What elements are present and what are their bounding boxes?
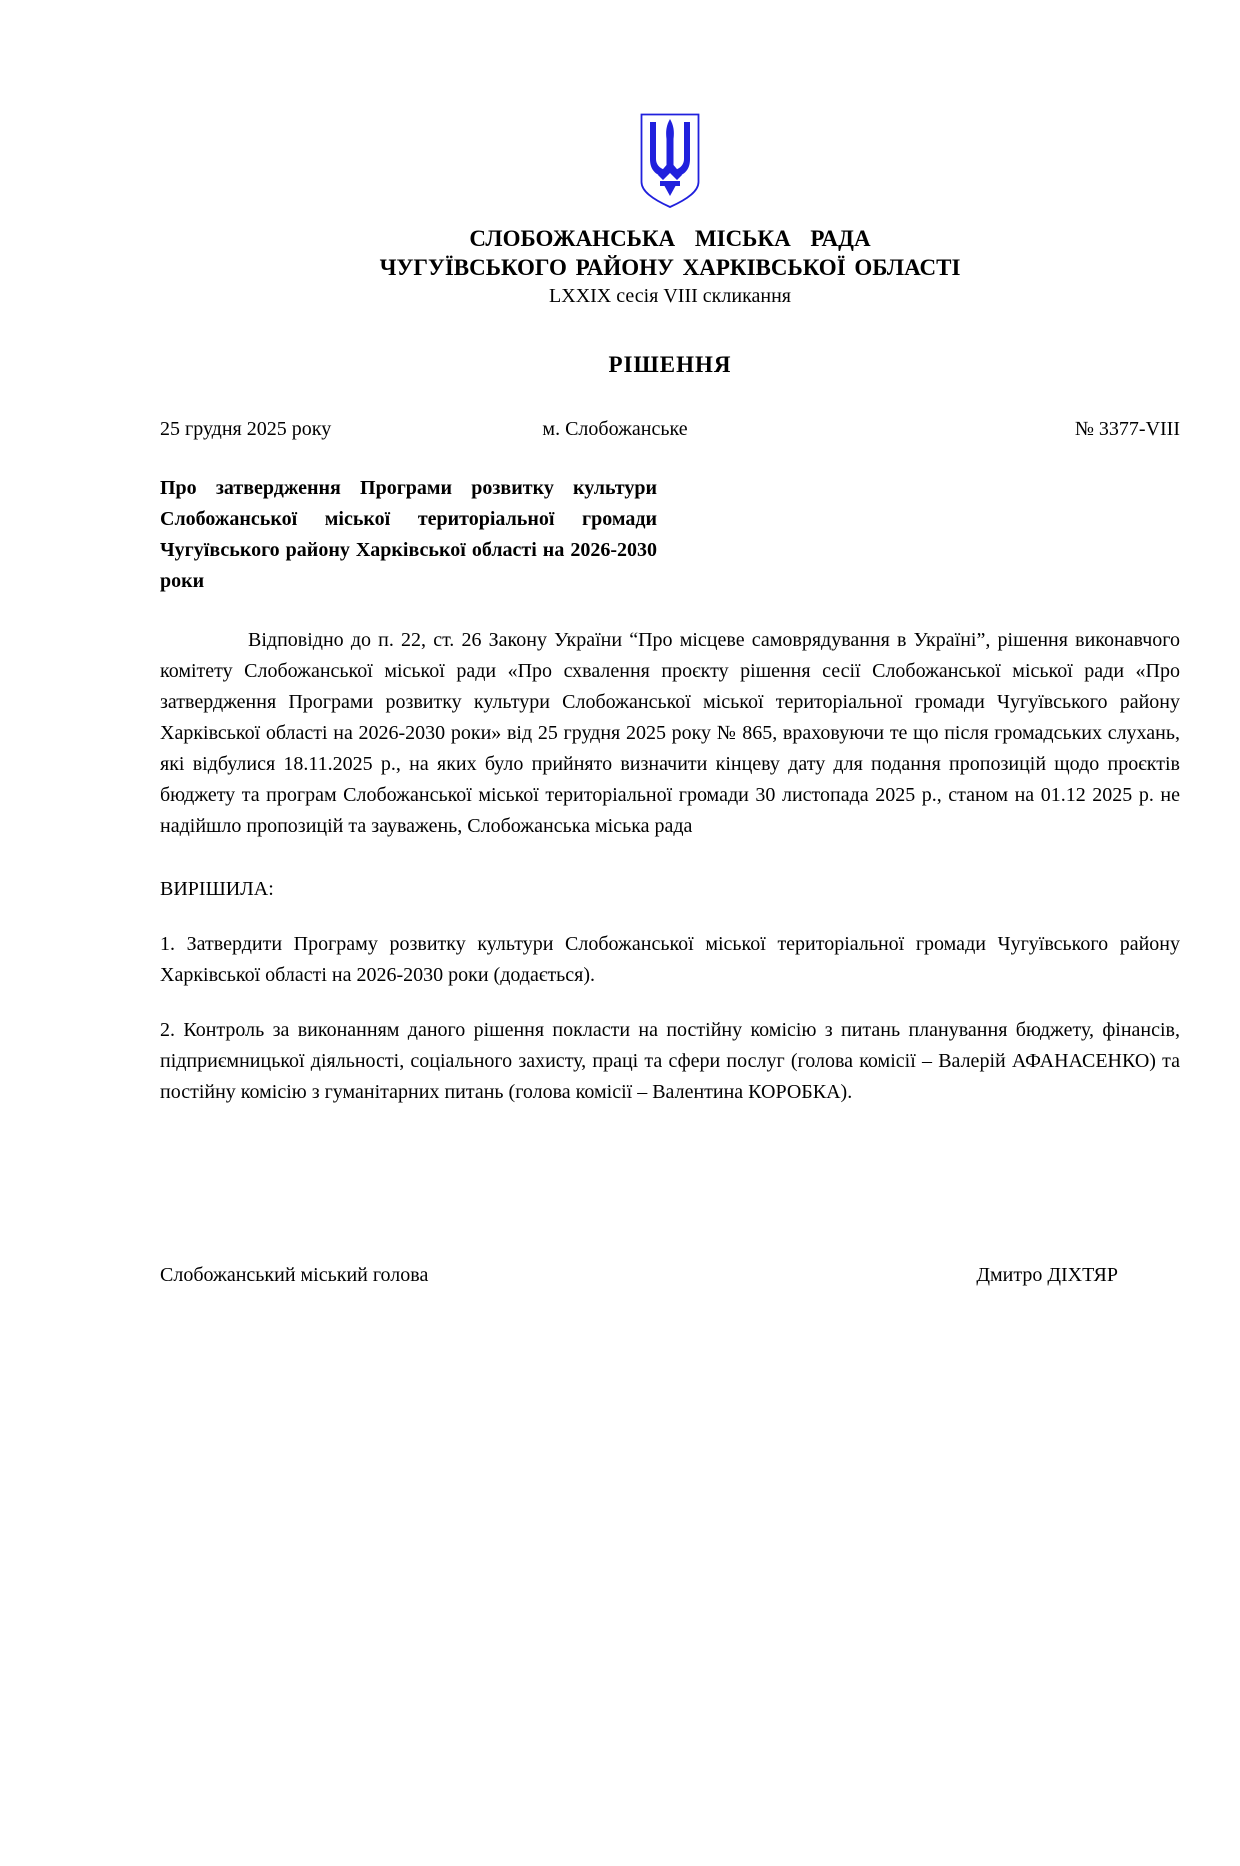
- signature-name: Дмитро ДІХТЯР: [976, 1264, 1118, 1286]
- decision-heading: РІШЕННЯ: [608, 352, 732, 377]
- document-page: [0, 112, 1240, 1866]
- resolution-item-2: 2. Контроль за виконанням даного рішення покласти на постійну комісію з питань планування бюджету, фінансів, підприємницької діяльності, соціального захисту, праці та сфери послуг (голова комісії – Валерій АФАНАСЕНКО) та постійну комісію з гуманітарних питань (голова комісії – Валентина КОРОБКА).: [160, 1019, 1180, 1103]
- trident-emblem-icon: [639, 112, 701, 210]
- signature-title: Слобожанський міський голова: [160, 1264, 429, 1286]
- document-content: [160, 112, 1180, 1291]
- preamble-paragraph: Відповідно до п. 22, ст. 26 Закону України “Про місцеве самоврядування в Україні”, рішення виконавчого комітету Слобожанської міської ради «Про схвалення проєкту рішення сесії Слобожанської міської ради «Про затвердження Програми розвитку культури Слобожанської міської територіальної громади Чугуївського району Харківської області на 2026-2030 роки» від 25 грудня 2025 року № 865, враховуючи те що після громадських слухань, які відбулися 18.11.2025 р., на яких було прийнято визначити кінцеву дату для подання пропозицій щодо проєктів бюджету та програм Слобожанської міської територіальної громади 30 листопада 2025 р., станом на 01.12 2025 р. не надійшло пропозицій та зауважень, Слобожанська міська рада: [160, 629, 1180, 837]
- resolution-item-1: 1. Затвердити Програму розвитку культури Слобожанської міської територіальної громади Чугуївського району Харківської області на 2026-2030 роки (додається).: [160, 933, 1180, 986]
- decision-place: м. Слобожанське: [542, 418, 688, 440]
- subject-title: Про затвердження Програми розвитку культури Слобожанської міської територіальної громади Чугуївського району Харківської області на 2026-2030 роки: [160, 477, 657, 592]
- meta-row: [160, 414, 1180, 445]
- decision-date: 25 грудня 2025 року: [160, 418, 332, 440]
- session-line: LXXIX сесія VIII скликання: [549, 285, 791, 307]
- council-name-line: СЛОБОЖАНСЬКА МІСЬКА РАДА: [469, 226, 871, 251]
- signature-row: [160, 1260, 1180, 1291]
- decision-number: № 3377-VIII: [1074, 418, 1180, 440]
- resolved-label: ВИРІШИЛА:: [160, 878, 274, 900]
- district-region-line: ЧУГУЇВСЬКОГО РАЙОНУ ХАРКІВСЬКОЇ ОБЛАСТІ: [379, 255, 961, 280]
